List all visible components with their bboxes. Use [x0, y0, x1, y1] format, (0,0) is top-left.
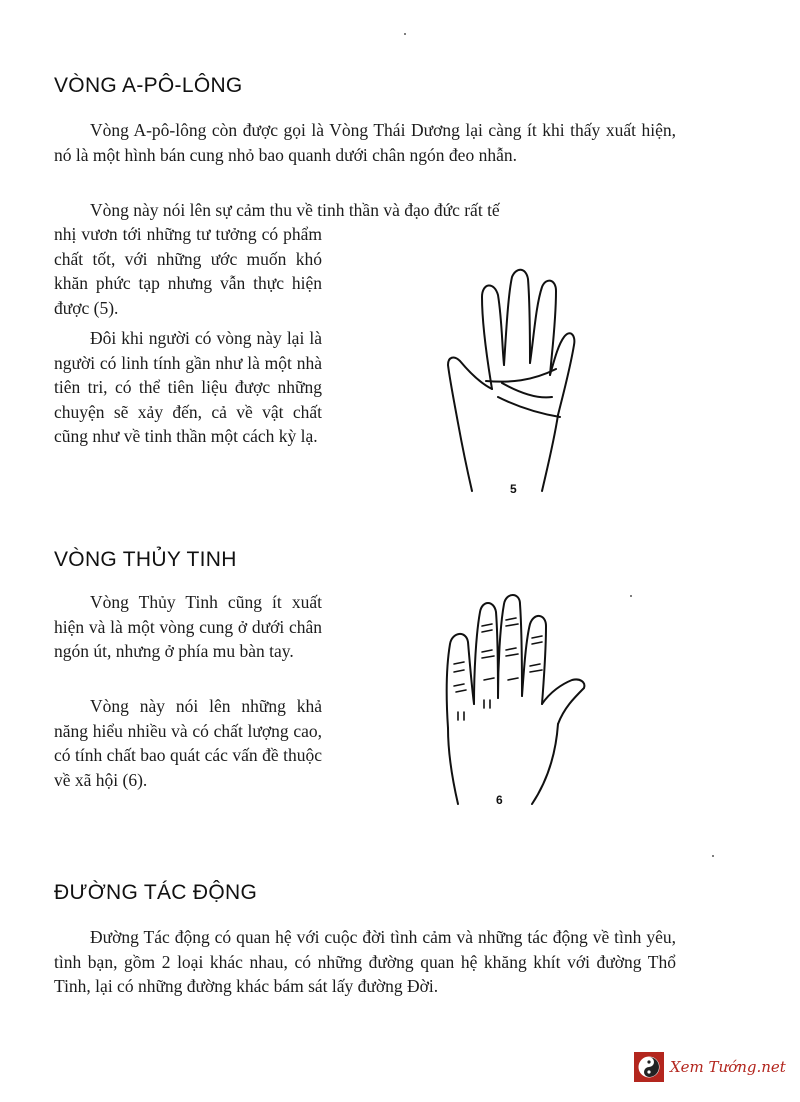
paragraph-apollo-meaning-start: Vòng này nói lên sự cảm thu về tinh thần và đạo đức rất tế — [90, 200, 500, 220]
figure-label-6: 6 — [496, 793, 503, 807]
paragraph-mercury-intro: Vòng Thủy Tinh cũng ít xuất hiện và là một vòng cung ở dưới chân ngón út, nhưng ở phía mu bàn tay. — [54, 592, 322, 661]
paragraph-apollo-intro: Vòng A-pô-lông còn được gọi là Vòng Thái Dương lại càng ít khi thấy xuất hiện, nó là một hình bán cung nhỏ bao quanh dưới chân ngón đeo nhẫn. — [54, 120, 676, 165]
site-watermark — [634, 1050, 794, 1084]
print-speck — [404, 33, 406, 35]
section-heading-apollo-ring: VÒNG A-PÔ-LÔNG — [54, 74, 243, 97]
figure-label-5: 5 — [510, 482, 517, 496]
print-speck — [630, 595, 632, 597]
section-heading-influence-lines: ĐƯỜNG TÁC ĐỘNG — [54, 881, 258, 904]
print-speck — [712, 855, 714, 857]
paragraph-mercury-meaning: Vòng này nói lên những khả năng hiểu nhiều và có chất lượng cao, có tính chất bao quát các vấn đề thuộc về xã hội (6). — [54, 696, 322, 790]
section-heading-mercury-ring: VÒNG THỦY TINH — [54, 548, 237, 571]
hand-back-figure-mercury-ring — [440, 588, 600, 813]
palm-figure-apollo-ring — [440, 265, 590, 500]
paragraph-influence-lines: Đường Tác động có quan hệ với cuộc đời tình cảm và những tác động về tình yêu, tình bạn, gồm 2 loại khác nhau, có những đường quan hệ khăng khít với đường Thổ Tinh, lại có những đường khác bám sát lấy đường Đời. — [54, 927, 676, 996]
paragraph-apollo-meaning-cont: nhị vươn tới những tư tưởng có phẩm chất tốt, với những ước muốn khó khăn phức tạp nhưng vẫn thực hiện được (5). — [54, 224, 322, 318]
paragraph-apollo-intuition: Đôi khi người có vòng này lại là người có linh tính gần như là một nhà tiên tri, có thể tiên liệu được những chuyện sẽ xảy đến, cả về vật chất cũng như về tinh thần một cách kỳ lạ. — [54, 328, 322, 446]
yin-yang-icon — [634, 1052, 664, 1082]
watermark-text: Xem Tướng.net — [670, 1058, 786, 1076]
